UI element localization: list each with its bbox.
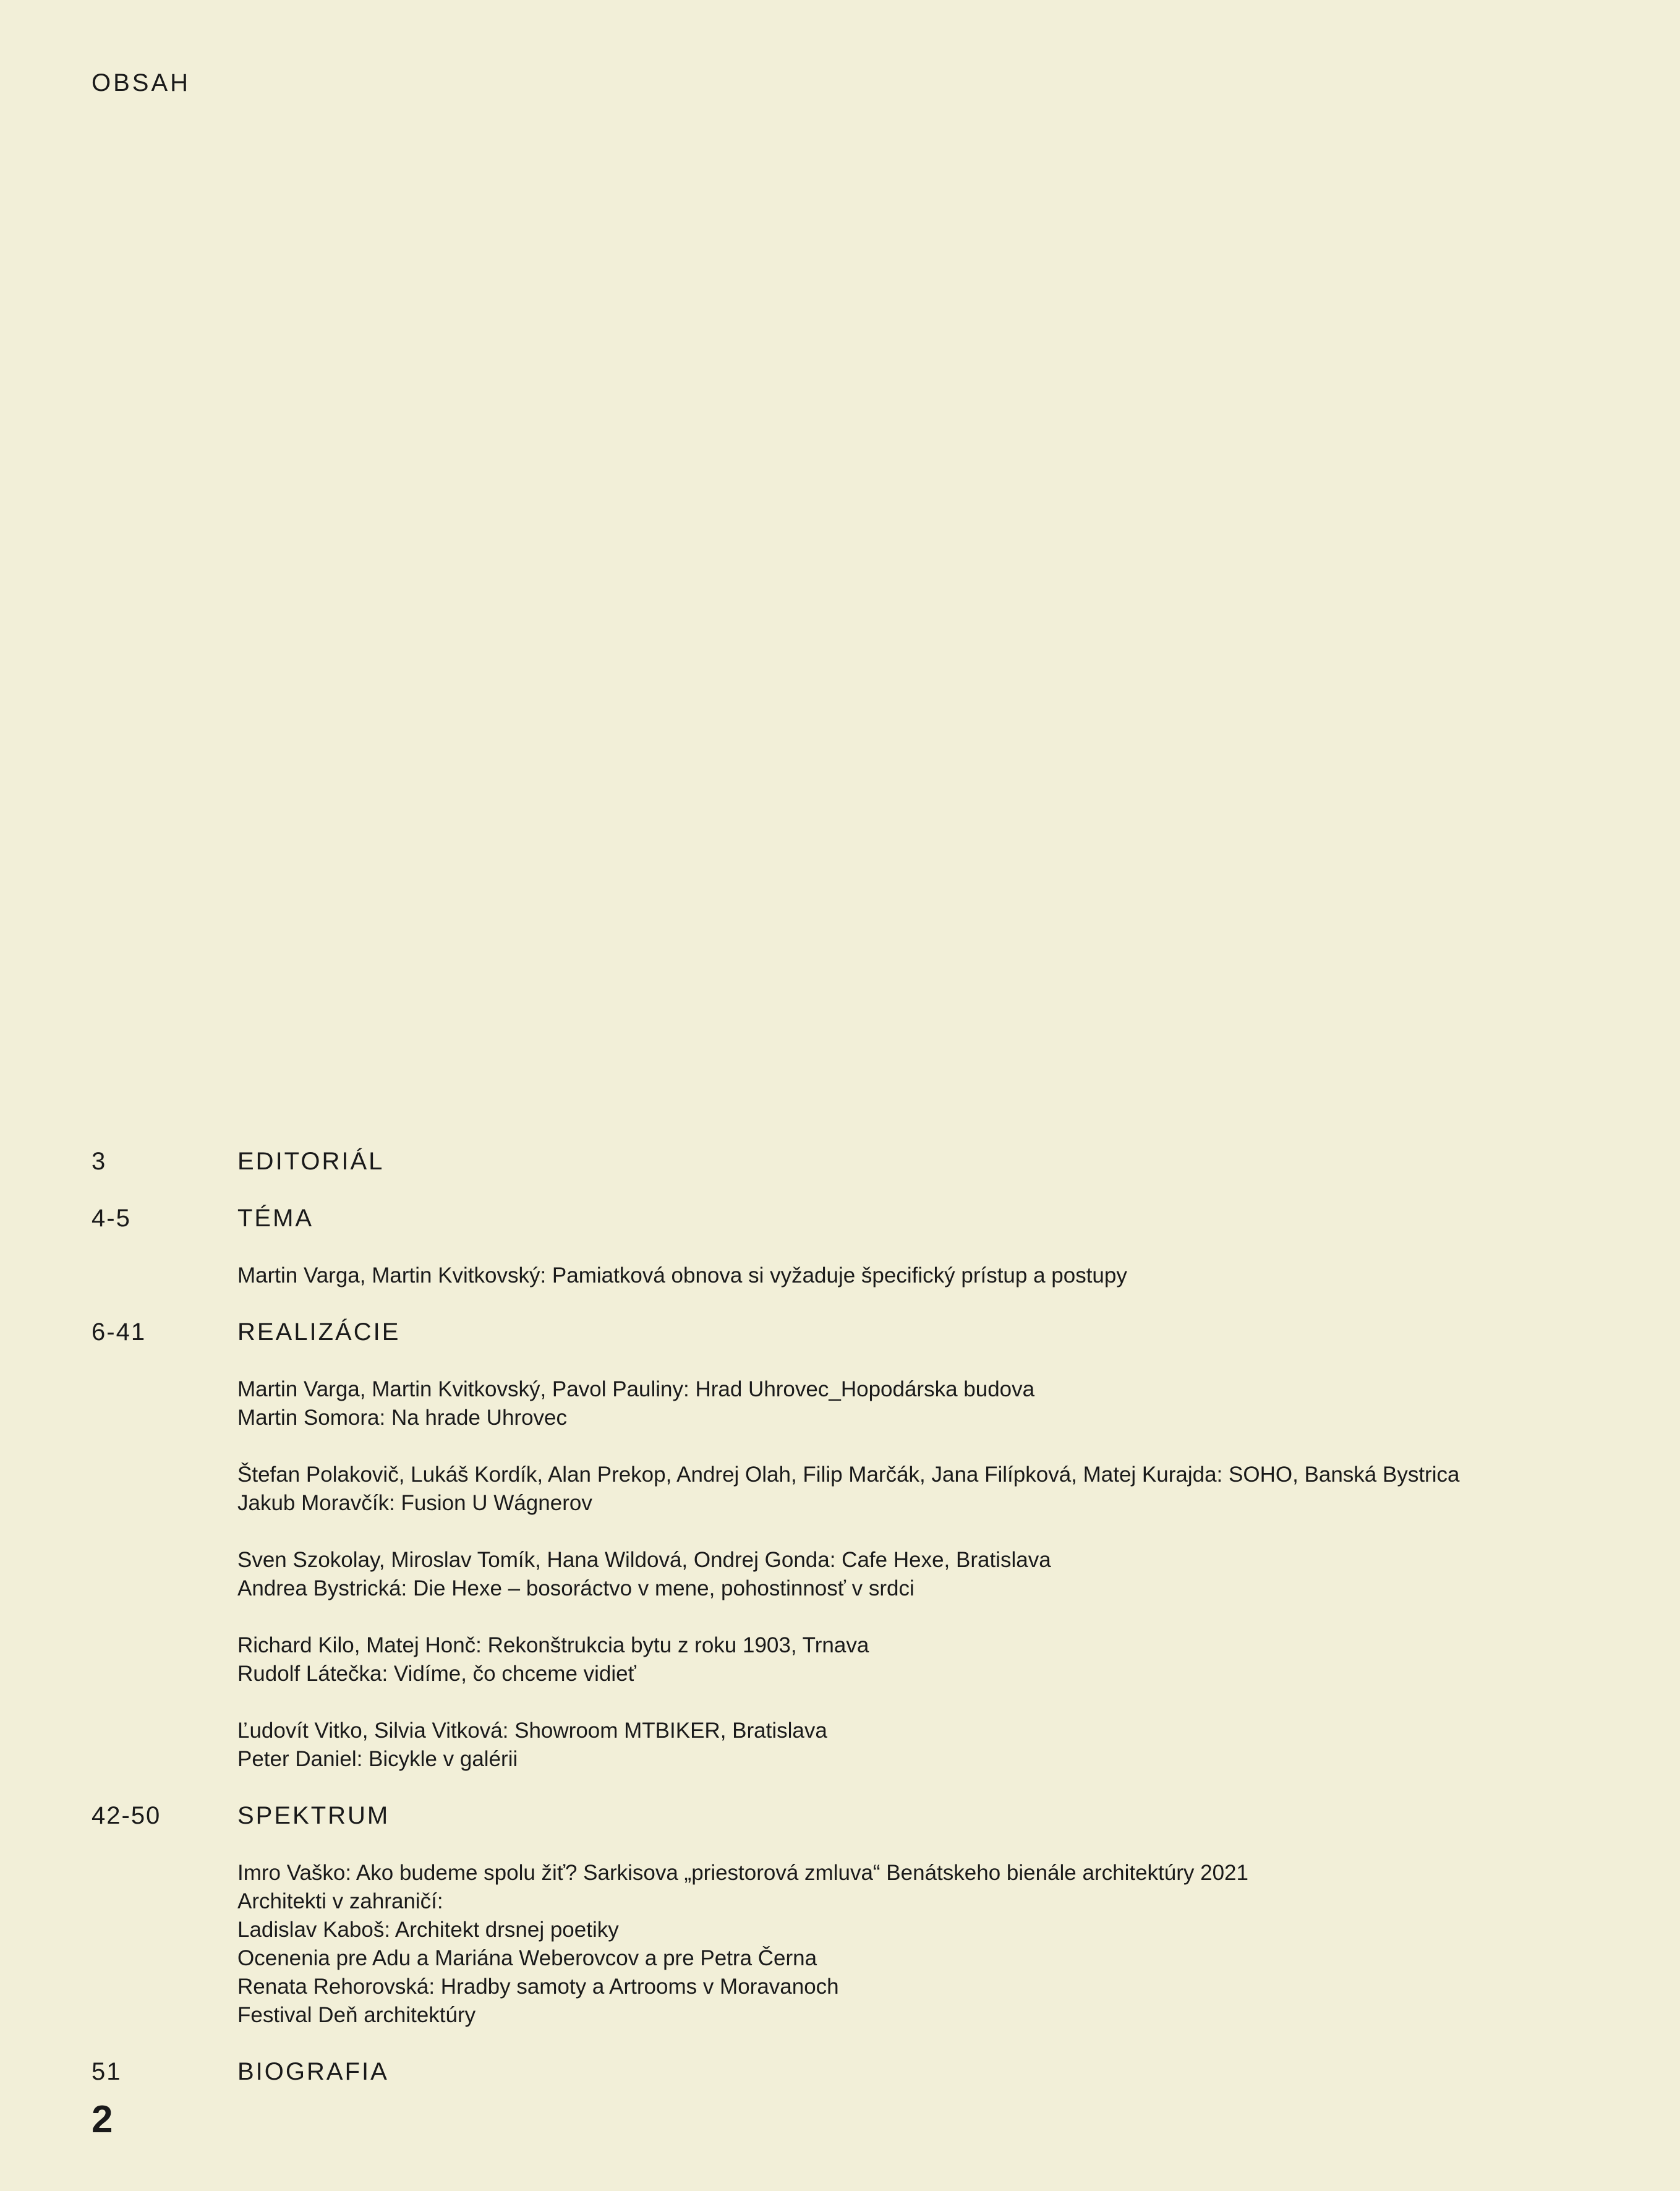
toc-entry: Richard Kilo, Matej Honč: Rekonštrukcia bytu z roku 1903, Trnava: [237, 1633, 869, 1657]
toc-entries: [237, 1262, 1588, 1290]
toc-entry: Peter Daniel: Bicykle v galérii: [237, 1747, 518, 1771]
toc-entry: Architekti v zahraničí:: [237, 1889, 443, 1913]
toc-entry: Martin Somora: Na hrade Uhrovec: [237, 1406, 567, 1430]
toc-entry: Martin Varga, Martin Kvitkovský, Pavol Pauliny: Hrad Uhrovec_Hopodárska budova: [237, 1377, 1035, 1401]
toc-section-title: REALIZÁCIE: [237, 1318, 401, 1346]
toc-entries: [237, 1859, 1588, 2030]
toc-page-range: 42-50: [92, 1802, 161, 1829]
toc-entry: Festival Deň architektúry: [237, 2003, 476, 2027]
toc-section-title: EDITORIÁL: [237, 1148, 385, 1175]
toc-entry: Ľudovít Vitko, Silvia Vitková: Showroom MTBIKER, Bratislava: [237, 1719, 827, 1743]
toc-page-range: 4-5: [92, 1205, 131, 1232]
toc-page-range: 6-41: [92, 1318, 147, 1346]
toc-page-range: 51: [92, 2058, 122, 2085]
toc-entry: Rudolf Látečka: Vidíme, čo chceme vidieť: [237, 1662, 636, 1686]
toc-entry: Ocenenia pre Adu a Mariána Weberovcov a pre Petra Černa: [237, 1946, 817, 1970]
toc-entry: Štefan Polakovič, Lukáš Kordík, Alan Prekop, Andrej Olah, Filip Marčák, Jana Filípková, Matej Kurajda: SOHO, Banská Bystrica: [237, 1463, 1460, 1487]
toc-section: [92, 1148, 1588, 1205]
table-of-contents: [92, 1148, 1588, 2115]
page-number: 2: [92, 2098, 114, 2141]
toc-section: [92, 1205, 1588, 1262]
toc-entry: Jakub Moravčík: Fusion U Wágnerov: [237, 1491, 592, 1515]
toc-section-title: TÉMA: [237, 1205, 314, 1232]
toc-entry: Andrea Bystrická: Die Hexe – bosoráctvo v mene, pohostinnosť v srdci: [237, 1576, 915, 1600]
toc-section: [92, 2058, 1588, 2115]
toc-section-title: BIOGRAFIA: [237, 2058, 389, 2085]
toc-section: [92, 1802, 1588, 1859]
toc-entry: Renata Rehorovská: Hradby samoty a Artrooms v Moravanoch: [237, 1975, 839, 1999]
toc-entry: Imro Vaško: Ako budeme spolu žiť? Sarkisova „priestorová zmluva“ Benátskeho bienále architektúry 2021: [237, 1861, 1248, 1885]
toc-section-title: SPEKTRUM: [237, 1802, 390, 1829]
page-title: OBSAH: [92, 69, 191, 96]
toc-entry: Ladislav Kaboš: Architekt drsnej poetiky: [237, 1918, 619, 1942]
toc-entry: Sven Szokolay, Miroslav Tomík, Hana Wildová, Ondrej Gonda: Cafe Hexe, Bratislava: [237, 1548, 1051, 1572]
toc-page-range: 3: [92, 1148, 107, 1175]
toc-entry: Martin Varga, Martin Kvitkovský: Pamiatková obnova si vyžaduje špecifický prístup a postupy: [237, 1263, 1127, 1288]
toc-section: [92, 1318, 1588, 1375]
toc-entries: [237, 1375, 1588, 1774]
